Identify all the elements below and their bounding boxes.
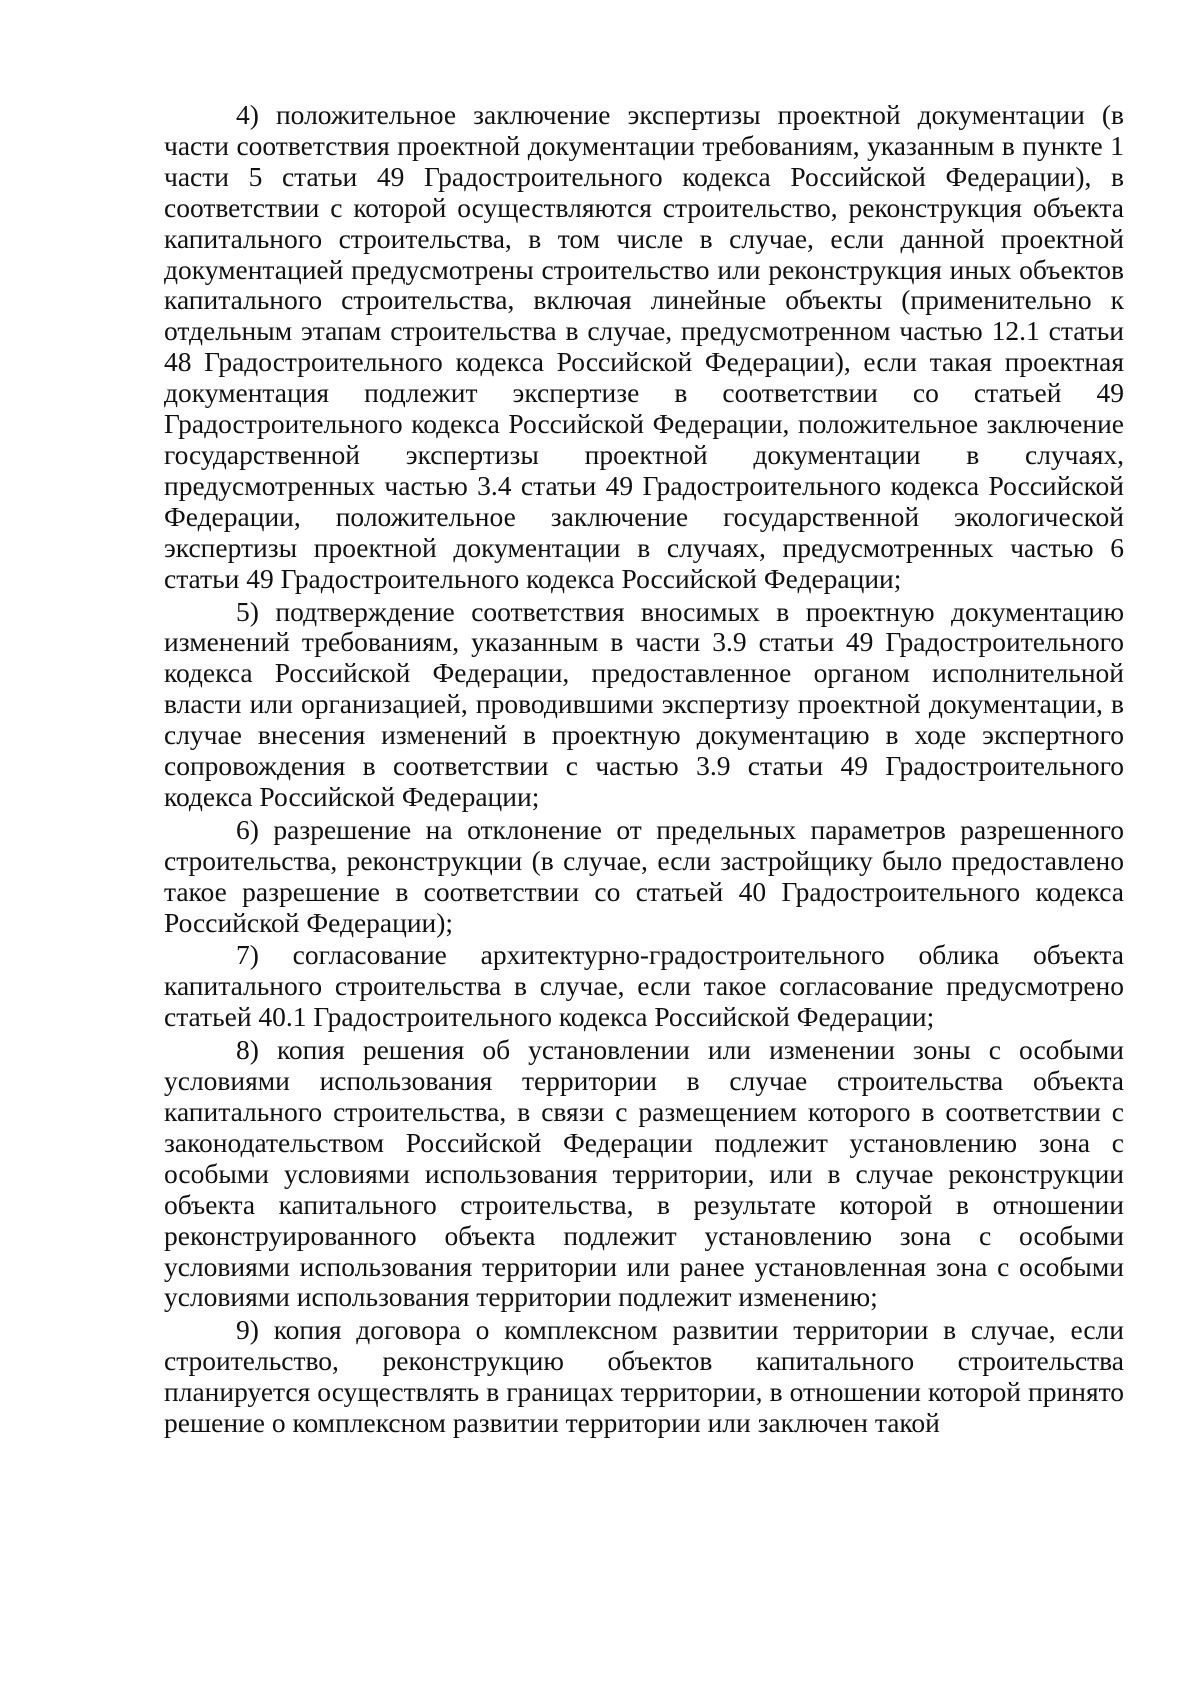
paragraph-item-8: 8) копия решения об установлении или изменении зоны с особыми условиями использования территории в случае строительства объекта капитального строительства, в связи с размещением которого в соответствии с законодательством Российской Федерации подлежит установлению зона с особыми условиями использования территории, или в случае реконструкции объекта капитального строительства, в результате которой в отношении реконструированного объекта подлежит установлению зона с особыми условиями использования территории или ранее установленная зона с особыми условиями использования территории подлежит изменению; [164,1034,1124,1313]
paragraph-item-5: 5) подтверждение соответствия вносимых в проектную документацию изменений требованиям, указанным в части 3.9 статьи 49 Градостроительного кодекса Российской Федерации, предоставленное органом исполнительной власти или организацией, проводившими экспертизу проектной документации, в случае внесения изменений в проектную документацию в ходе экспертного сопровождения в соответствии с частью 3.9 статьи 49 Градостроительного кодекса Российской Федерации; [164,595,1124,812]
paragraph-item-6: 6) разрешение на отклонение от предельных параметров разрешенного строительства, реконструкции (в случае, если застройщику было предоставлено такое разрешение в соответствии со статьей 40 Градостроительного кодекса Российской Федерации); [164,813,1124,938]
document-body [164,100,1124,1441]
paragraph-item-4: 4) положительное заключение экспертизы проектной документации (в части соответствия проектной документации требованиям, указанным в пункте 1 части 5 статьи 49 Градостроительного кодекса Российской Федерации), в соответствии с которой осуществляются строительство, реконструкция объекта капитального строительства, в том числе в случае, если данной проектной документацией предусмотрены строительство или реконструкция иных объектов капитального строительства, включая линейные объекты (применительно к отдельным этапам строительства в случае, предусмотренном частью 12.1 статьи 48 Градостроительного кодекса Российской Федерации), если такая проектная документация подлежит экспертизе в соответствии со статьей 49 Градостроительного кодекса Российской Федерации, положительное заключение государственной экспертизы проектной документации в случаях, предусмотренных частью 3.4 статьи 49 Градостроительного кодекса Российской Федерации, положительное заключение государственной экологической экспертизы проектной документации в случаях, предусмотренных частью 6 статьи 49 Градостроительного кодекса Российской Федерации; [164,99,1124,594]
paragraph-item-7: 7) согласование архитектурно-градостроительного облика объекта капитального строительства в случае, если такое согласование предусмотрено статьей 40.1 Градостроительного кодекса Российской Федерации; [164,939,1124,1033]
paragraph-item-9: 9) копия договора о комплексном развитии территории в случае, если строительство, реконструкцию объектов капитального строительства планируется осуществлять в границах территории, в отношении которой принято решение о комплексном развитии территории или заключен такой [164,1314,1124,1439]
